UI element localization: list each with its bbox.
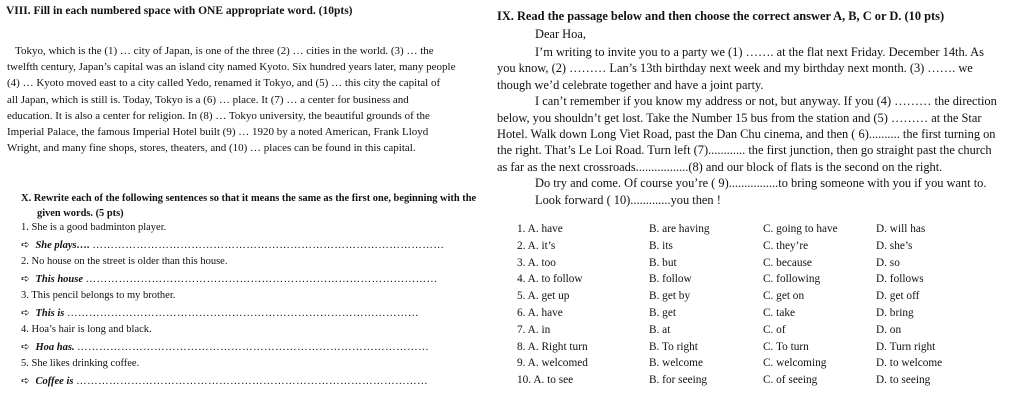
rewrite-answer-4 xyxy=(21,341,429,353)
arrow-icon: ➪ xyxy=(21,274,30,285)
option-c[interactable]: C. welcoming xyxy=(763,357,827,370)
passage-line: Hotel. Walk down Long Viet Road, past the Dan Chu cinema, and then ( 6).......... the first turning on xyxy=(497,127,996,142)
answer-blank[interactable]: …………………………………………………………………………………… xyxy=(92,240,445,251)
option-a[interactable]: 6. A. have xyxy=(517,306,563,319)
option-d[interactable]: D. will has xyxy=(876,223,926,235)
passage-line: Tokyo, which is the (1) … city of Japan, is one of the three (2) … cities in the world. (3) … the xyxy=(15,45,434,57)
option-b[interactable]: B. for seeing xyxy=(649,374,708,387)
option-c[interactable]: C. of seeing xyxy=(763,374,818,387)
section-10-heading xyxy=(21,191,483,221)
option-c[interactable]: C. To turn xyxy=(763,340,809,353)
passage-line: all Japan, which is still is. Today, Tokyo is a (6) … place. It (7) … a center for business and xyxy=(7,93,409,106)
rewrite-sentence-2: 2. No house on the street is older than this house. xyxy=(21,256,228,267)
option-b[interactable]: B. its xyxy=(649,239,673,252)
option-c[interactable]: C. because xyxy=(763,256,812,269)
option-b[interactable]: B. welcome xyxy=(649,357,703,370)
passage-line: twelfth century, Japan’s capital was an island city named Kyoto. Six hundred years later, many people xyxy=(7,61,456,74)
option-b[interactable]: B. get xyxy=(649,306,676,319)
option-d[interactable]: D. so xyxy=(876,256,900,269)
rewrite-answer-2 xyxy=(21,273,438,285)
option-c[interactable]: C. going to have xyxy=(763,223,838,235)
option-a[interactable]: 5. A. get up xyxy=(517,290,570,303)
section-9-passage xyxy=(497,44,1019,208)
rewrite-sentence-1: 1. She is a good badminton player. xyxy=(21,222,167,233)
option-d[interactable]: D. to welcome xyxy=(876,357,943,370)
section-8-heading: VIII. Fill in each numbered space with ONE appropriate word. (10pts) xyxy=(6,5,353,17)
rewrite-prompt: Coffee is xyxy=(35,376,74,387)
option-c[interactable]: C. of xyxy=(763,323,786,336)
passage-line: as far as the next crossroads.................(8) and our block of flats is the second on the right. xyxy=(497,159,943,174)
option-a[interactable]: 8. A. Right turn xyxy=(517,340,588,353)
option-a[interactable]: 7. A. in xyxy=(517,323,551,336)
rewrite-prompt: This house xyxy=(35,274,83,285)
option-d[interactable]: D. Turn right xyxy=(876,340,936,353)
passage-line: I’m writing to invite you to a party we (1) ……. at the flat next Friday. December 14th. As xyxy=(535,45,984,59)
rewrite-prompt: Hoa has. xyxy=(35,342,75,353)
passage-line: Wright, and many fine shops, stores, theaters, and (10) … places can be found in this capital. xyxy=(7,142,416,155)
option-a[interactable]: 1. A. have xyxy=(517,223,563,235)
letter-salutation: Dear Hoa, xyxy=(535,27,586,41)
section-8-passage xyxy=(7,43,483,156)
rewrite-answer-1 xyxy=(21,239,444,251)
option-b[interactable]: B. get by xyxy=(649,290,691,303)
rewrite-sentence-4: 4. Hoa’s hair is long and black. xyxy=(21,324,152,335)
option-a[interactable]: 4. A. to follow xyxy=(517,273,583,286)
arrow-icon: ➪ xyxy=(21,376,30,387)
passage-line: Do try and come. Of course you’re ( 9)................to bring someone with you if you want to. xyxy=(535,176,987,191)
option-d[interactable]: D. bring xyxy=(876,306,914,319)
passage-line: you know, (2) ……… Lan’s 13th birthday next week and my birthday next month. (3) ……. we xyxy=(497,61,973,76)
option-a[interactable]: 3. A. too xyxy=(517,256,556,269)
passage-line: below, you shouldn’t get lost. Take the Number 15 bus from the station and (5) ……… at the Star xyxy=(497,110,982,125)
arrow-icon: ➪ xyxy=(21,342,30,353)
option-b[interactable]: B. follow xyxy=(649,273,692,286)
rewrite-sentence-3: 3. This pencil belongs to my brother. xyxy=(21,290,176,301)
passage-line: education. It is also a center for religion. In (8) … Tokyo university, the beautiful grounds of the xyxy=(7,109,430,122)
option-c[interactable]: C. take xyxy=(763,306,795,319)
option-c[interactable]: C. get on xyxy=(763,290,805,303)
option-a[interactable]: 9. A. welcomed xyxy=(517,357,588,370)
option-a[interactable]: 10. A. to see xyxy=(517,374,574,387)
rewrite-prompt: She plays…. xyxy=(35,240,90,251)
option-c[interactable]: C. following xyxy=(763,273,821,286)
rewrite-answer-3 xyxy=(21,307,419,319)
option-a[interactable]: 2. A. it’s xyxy=(517,239,556,252)
option-c[interactable]: C. they’re xyxy=(763,239,809,252)
option-b[interactable]: B. are having xyxy=(649,223,710,235)
section-9-heading: IX. Read the passage below and then choose the correct answer A, B, C or D. (10 pts) xyxy=(497,9,945,23)
option-d[interactable]: D. follows xyxy=(876,273,924,286)
option-b[interactable]: B. at xyxy=(649,323,671,336)
arrow-icon: ➪ xyxy=(21,308,30,319)
passage-line: Look forward ( 10).............you then ! xyxy=(535,192,721,207)
rewrite-prompt: This is xyxy=(35,308,65,319)
answer-blank[interactable]: …………………………………………………………………………………… xyxy=(77,342,430,353)
passage-line: I can’t remember if you know my address or not, but anyway. If you (4) ……… the direction xyxy=(535,94,997,109)
answer-blank[interactable]: …………………………………………………………………………………… xyxy=(76,376,429,387)
option-b[interactable]: B. To right xyxy=(649,340,698,353)
rewrite-answer-5 xyxy=(21,375,428,387)
section-10-heading-line: X. Rewrite each of the following sentences so that it means the same as the first one, beginning with the xyxy=(21,193,477,204)
rewrite-sentence-5: 5. She likes drinking coffee. xyxy=(21,358,140,369)
option-d[interactable]: D. get off xyxy=(876,290,920,303)
passage-line: (4) … Kyoto moved east to a city called Yedo, renamed it Tokyo, and (5) … this city the capital of xyxy=(7,77,441,90)
section-10-heading-line: given words. (5 pts) xyxy=(37,208,124,219)
arrow-icon: ➪ xyxy=(21,240,30,251)
answer-blank[interactable]: …………………………………………………………………………………… xyxy=(66,308,419,319)
passage-line: Imperial Palace, the famous Imperial Hotel built (9) … 1920 by a noted American, Frank Lloyd xyxy=(7,126,429,139)
option-d[interactable]: D. she’s xyxy=(876,239,913,252)
passage-line: though we’d celebrate together and have a joint party. xyxy=(497,77,764,92)
option-d[interactable]: D. on xyxy=(876,323,902,336)
option-d[interactable]: D. to seeing xyxy=(876,374,931,387)
option-b[interactable]: B. but xyxy=(649,256,677,269)
passage-line: the right. That’s Le Loi Road. Turn left (7)............ the first junction, then go straight past the church xyxy=(497,143,992,158)
answer-blank[interactable]: …………………………………………………………………………………… xyxy=(85,274,438,285)
